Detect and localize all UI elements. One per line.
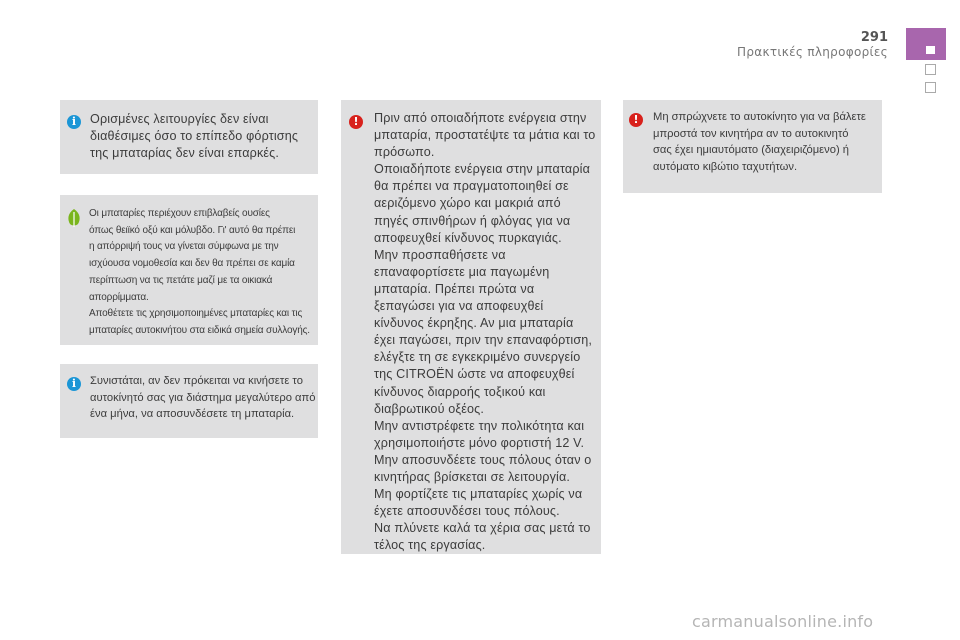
info-note-text-2: Συνιστάται, αν δεν πρόκειται να κινήσετε το αυτοκίνητό σας για διάστημα μεγαλύτερο από ένα μήνα, να αποσυνδέσετε τη μπαταρία. (90, 375, 316, 421)
eco-note-box (60, 195, 318, 345)
leaf-icon (65, 208, 83, 228)
info-icon: i (67, 115, 81, 129)
section-title: Πρακτικές πληροφορίες (737, 45, 888, 59)
info-note-text-1: Ορισμένες λειτουργίες δεν είναι διαθέσιμες όσο το επίπεδο φόρτισης της μπαταρίας δεν είναι επαρκές. (90, 112, 299, 161)
eco-note-text: Οι μπαταρίες περιέχουν επιβλαβείς ουσίες όπως θειϊκό οξύ και μόλυβδο. Γι' αυτό θα πρέπει η απόρριψή τους να γίνεται σύμφωνα με την ισχύουσα νομοθεσία και δεν θα πρέπει σε καμία περίπτωση να τις πετάτε μαζί με τα οικιακά απορρίμματα. Αποθέτετε τις χρησιμοποιημένες μπαταρίες και τις μπαταρίες αυτοκινήτου στα ειδικά σημεία συλλογής. (89, 208, 310, 336)
watermark: carmanualsonline.info (692, 612, 874, 631)
warning-note-text-main: Πριν από οποιαδήποτε ενέργεια στην μπαταρία, προστατέψτε τα μάτια και το πρόσωπο. Οποιαδήποτε ενέργεια στην μπαταρία θα πρέπει να πραγματοποιηθεί σε αεριζόμενο χώρο και μακριά από πηγές σπινθήρων ή φλόγας για να αποφευχθεί κίνδυνος πυρκαγιάς. Μην προσπαθήσετε να επαναφορτίσετε μια παγωμένη μπαταρία. Πρέπει πρώτα να ξεπαγώσει για να αποφευχθεί κίνδυνος έκρηξης. Αν μια μπαταρία έχει παγώσει, πριν την επαναφόρτιση, ελέγξτε τη σε εγκεκριμένο συνεργείο της CITROËN ώστε να αποφευχθεί κίνδυνος διαρροής τοξικού και διαβρωτικού οξέος. Μην αντιστρέφετε την πολικότητα και χρησιμοποιήστε μόνο φορτιστή 12 V. Μην αποσυνδέετε τους πόλους όταν ο κινητήρας βρίσκεται σε λειτουργία. Μη φορτίζετε τις μπαταρίες χωρίς να έχετε αποσυνδέσει τους πόλους. Να πλύνετε καλά τα χέρια σας μετά το τέλος της εργασίας. (374, 111, 596, 553)
tab-marker (926, 46, 935, 54)
info-note-box-2 (60, 364, 318, 438)
info-note-box-1 (60, 100, 318, 174)
warning-note-box-main (341, 100, 601, 554)
warning-icon: ! (349, 115, 363, 129)
warning-note-box-right (623, 100, 882, 193)
section-tab-2[interactable] (925, 64, 936, 75)
page-number: 291 (860, 30, 888, 45)
section-tab-active[interactable] (906, 28, 946, 60)
info-icon: i (67, 377, 81, 391)
warning-note-text-right: Μη σπρώχνετε το αυτοκίνητο για να βάλετε μπροστά τον κινητήρα αν το αυτοκινητό σας έχει ημιαυτόματο (διαχειριζόμενο) ή αυτόματο κιβώτιο ταχυτήτων. (653, 111, 866, 173)
warning-icon: ! (629, 113, 643, 127)
section-tab-3[interactable] (925, 82, 936, 93)
